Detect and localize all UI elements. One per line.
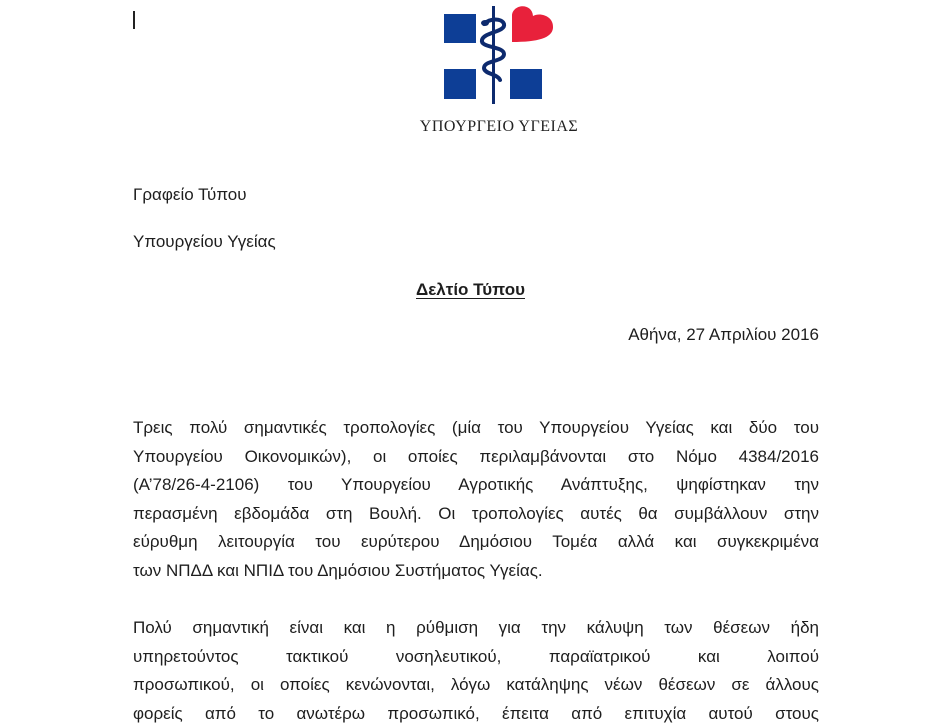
paragraph-line: των ΝΠΔΔ και ΝΠΙΔ του Δημόσιου Συστήματος Υγείας. bbox=[133, 557, 819, 586]
paragraph-line: εύρυθμη λειτουργία του ευρύτερου Δημόσιου Τομέα αλλά και συγκεκριμένα bbox=[133, 528, 819, 557]
sender-line-1: Γραφείο Τύπου bbox=[133, 185, 247, 205]
document-title: Δελτίο Τύπου bbox=[416, 280, 525, 300]
ministry-name: ΥΠΟΥΡΓΕΙΟ ΥΓΕΙΑΣ bbox=[392, 118, 606, 136]
paragraph-line: περασμένη εβδομάδα στη Βουλή. Οι τροπολογίες αυτές θα συμβάλλουν στην bbox=[133, 500, 819, 529]
paragraph-line: προσωπικού, οι οποίες κενώνονται, λόγω κατάληψης νέων θέσεων σε άλλους bbox=[133, 671, 819, 700]
paragraph-1 bbox=[133, 414, 819, 585]
paragraph-2 bbox=[133, 614, 819, 728]
paragraph-line: Πολύ σημαντική είναι και η ρύθμιση για την κάλυψη των θέσεων ήδη bbox=[133, 614, 819, 643]
paragraph-line: Τρεις πολύ σημαντικές τροπολογίες (μία του Υπουργείου Υγείας και δύο του bbox=[133, 414, 819, 443]
text-cursor bbox=[133, 11, 135, 29]
paragraph-line: Υπουργείου Οικονομικών), οι οποίες περιλαμβάνονται στο Νόμο 4384/2016 bbox=[133, 443, 819, 472]
paragraph-line: φορείς από το ανωτέρω προσωπικό, έπειτα από επιτυχία αυτού στους bbox=[133, 700, 819, 728]
document-date: Αθήνα, 27 Απριλίου 2016 bbox=[628, 325, 819, 345]
paragraph-line: υπηρετούντος τακτικού νοσηλευτικού, παραϊατρικού και λοιπού bbox=[133, 643, 819, 672]
ministry-logo-icon bbox=[440, 2, 560, 106]
paragraph-line: (Α’78/26-4-2106) του Υπουργείου Αγροτικής Ανάπτυξης, ψηφίστηκαν την bbox=[133, 471, 819, 500]
sender-line-2: Υπουργείου Υγείας bbox=[133, 232, 276, 252]
